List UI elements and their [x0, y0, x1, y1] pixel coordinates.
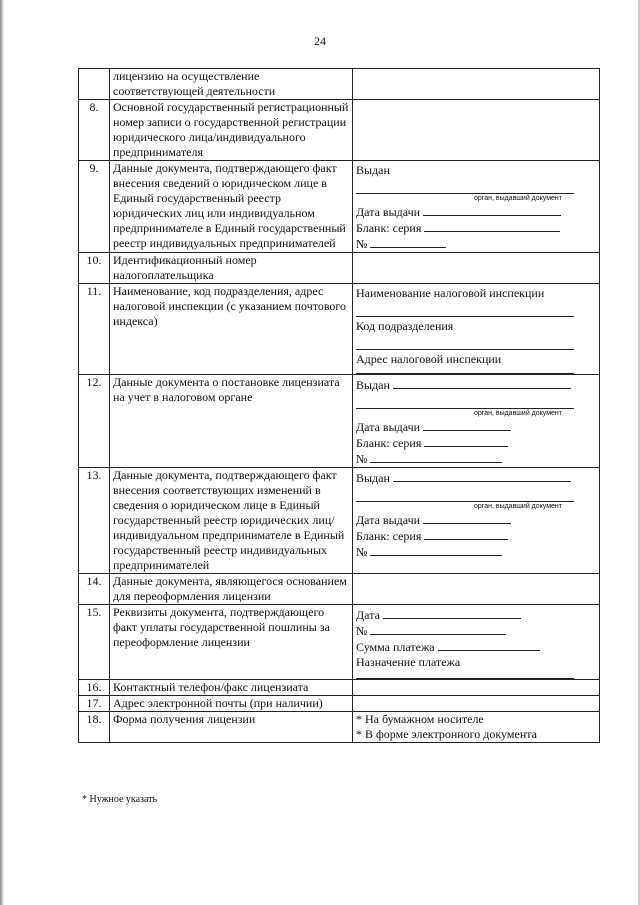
reissue-basis-fill-cell[interactable] — [353, 574, 600, 605]
state-fee-fill-cell — [353, 605, 600, 680]
row-number — [79, 69, 110, 100]
form-series-field[interactable] — [356, 528, 596, 544]
option-paper[interactable]: * На бумажном носителе — [356, 712, 484, 726]
issue-date-field[interactable] — [356, 419, 596, 435]
payment-number-field[interactable] — [356, 623, 596, 639]
payment-amount-field[interactable] — [356, 639, 596, 655]
row-description: Основной государственный регистрационный номер записи о государственной регистрации юридического лица/индивидуального предпринимателя — [110, 100, 353, 161]
issued-label: Выдан — [356, 471, 390, 485]
number-sign-label: № — [356, 545, 368, 559]
row-number: 11. — [79, 284, 110, 375]
issue-date-label: Дата выдачи — [356, 205, 421, 219]
form-series-label: Бланк: серия — [356, 529, 422, 543]
dept-code-label: Код подразделения — [356, 319, 454, 333]
scan-edge-left — [0, 0, 4, 905]
issued-field[interactable] — [356, 375, 596, 393]
table-row — [79, 680, 600, 696]
inn-fill-cell[interactable] — [353, 253, 600, 284]
date-label: Дата — [356, 608, 380, 622]
form-series-label: Бланк: серия — [356, 436, 422, 450]
form-series-field[interactable] — [356, 220, 596, 236]
table-row — [79, 69, 600, 100]
form-series-label: Бланк: серия — [356, 221, 422, 235]
row-number: 17. — [79, 696, 110, 712]
issue-date-label: Дата выдачи — [356, 420, 421, 434]
payment-purpose-line[interactable] — [356, 670, 574, 679]
tax-office-address-line[interactable] — [356, 367, 574, 374]
row-description: Идентификационный номер налогоплательщика — [110, 253, 353, 284]
row-number: 16. — [79, 680, 110, 696]
number-sign-label: № — [356, 452, 368, 466]
number-sign-label: № — [356, 237, 368, 251]
row-description: Данные документа, подтверждающего факт внесения соответствующих изменений в сведения о юридическом лице в Единый государственный реестр юридических лиц/индивидуальном предпринимателе в Единый государственный реестр индивидуальных предпринимателей — [110, 468, 353, 574]
row-number: 10. — [79, 253, 110, 284]
row-description: Форма получения лицензии — [110, 712, 353, 743]
row-number: 15. — [79, 605, 110, 680]
tax-office-name-line[interactable] — [356, 301, 574, 317]
table-row — [79, 712, 600, 743]
number-sign-label: № — [356, 624, 368, 638]
table-row — [79, 161, 600, 253]
row-description: Данные документа о постановке лицензиата на учет в налоговом органе — [110, 375, 353, 468]
page-number: 24 — [314, 34, 326, 48]
issued-label: Выдан — [356, 378, 390, 392]
issue-date-field[interactable] — [356, 204, 596, 220]
tax-registration-fill-cell — [353, 375, 600, 468]
row-description: Реквизиты документа, подтверждающего факт уплаты государственной пошлины за переоформление лицензии — [110, 605, 353, 680]
table-row — [79, 284, 600, 375]
issue-date-label: Дата выдачи — [356, 513, 421, 527]
row-number: 12. — [79, 375, 110, 468]
egrul-doc-fill-cell — [353, 161, 600, 253]
ogrn-fill-cell[interactable] — [353, 100, 600, 161]
tax-office-address-label: Адрес налоговой инспекции — [356, 352, 502, 366]
table-row — [79, 574, 600, 605]
payment-purpose-label: Назначение платежа — [356, 655, 461, 669]
issued-by-line[interactable] — [356, 486, 574, 502]
table-row — [79, 100, 600, 161]
issued-label: Выдан — [356, 163, 390, 177]
issuer-caption: орган, выдавший документ — [474, 410, 562, 417]
doc-number-field[interactable] — [356, 236, 596, 252]
issuer-caption: орган, выдавший документ — [474, 195, 562, 202]
table-row — [79, 253, 600, 284]
footnote: * Нужное указать — [82, 794, 158, 805]
row-description: лицензию на осуществление соответствующей деятельности — [110, 69, 353, 100]
row-number: 18. — [79, 712, 110, 743]
row-description: Данные документа, являющегося основанием для переоформления лицензии — [110, 574, 353, 605]
license-form-table — [78, 68, 600, 743]
issued-field[interactable] — [356, 468, 596, 486]
form-series-field[interactable] — [356, 435, 596, 451]
phone-fill-cell[interactable] — [353, 680, 600, 696]
table-row — [79, 375, 600, 468]
doc-number-field[interactable] — [356, 451, 596, 467]
table-row — [79, 696, 600, 712]
row-description: Адрес электронной почты (при наличии) — [110, 696, 353, 712]
license-form-options-cell — [353, 712, 600, 743]
issue-date-field[interactable] — [356, 512, 596, 528]
amount-label: Сумма платежа — [356, 640, 435, 654]
row-description: Данные документа, подтверждающего факт внесения сведений о юридическом лице в Единый государственный реестр юридических лиц или индивидуальном предпринимателе в Единый государственный реестр индивидуальных предпринимателей — [110, 161, 353, 253]
row-number: 8. — [79, 100, 110, 161]
issued-by-line[interactable] — [356, 393, 574, 409]
egrul-changes-fill-cell — [353, 468, 600, 574]
table-row — [79, 605, 600, 680]
option-electronic[interactable]: * В форме электронного документа — [356, 727, 537, 741]
doc-number-field[interactable] — [356, 544, 596, 560]
row-number: 9. — [79, 161, 110, 253]
email-fill-cell[interactable] — [353, 696, 600, 712]
tax-office-name-label: Наименование налоговой инспекции — [356, 286, 545, 300]
payment-date-field[interactable] — [356, 605, 596, 623]
row-number: 13. — [79, 468, 110, 574]
row-number: 14. — [79, 574, 110, 605]
table-row — [79, 468, 600, 574]
row-description: Наименование, код подразделения, адрес налоговой инспекции (с указанием почтового индекса) — [110, 284, 353, 375]
tax-office-fill-cell — [353, 284, 600, 375]
dept-code-line[interactable] — [356, 334, 574, 350]
issuer-caption: орган, выдавший документ — [474, 503, 562, 510]
issued-by-line[interactable] — [356, 178, 574, 194]
row-description: Контактный телефон/факс лицензиата — [110, 680, 353, 696]
row-fill-cell[interactable] — [353, 69, 600, 100]
